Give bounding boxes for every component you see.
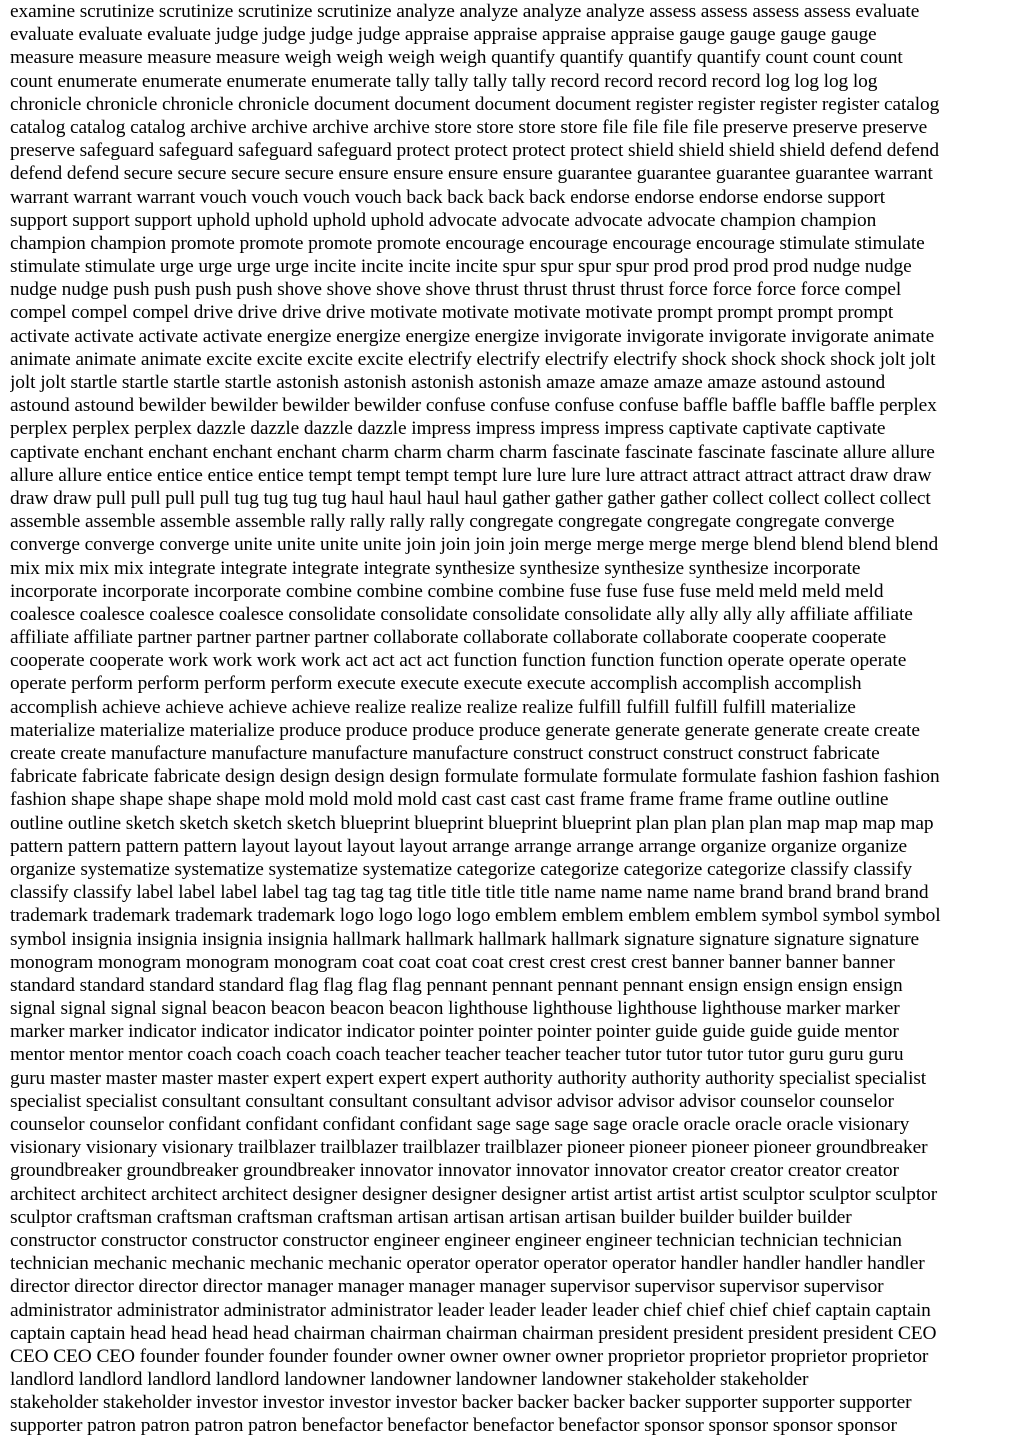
text-line: counselor counselor confidant confidant confidant confidant sage sage sage sage oracle oracle oracle oracle visionary xyxy=(10,1114,910,1135)
text-line: architect architect architect architect designer designer designer designer artist artist artist artist sculptor sculptor sculptor xyxy=(10,1183,938,1205)
text-line: outline outline sketch sketch sketch sketch blueprint blueprint blueprint blueprint plan plan plan plan map map map map xyxy=(10,812,934,834)
text-line: classify classify label label label label tag tag tag tag title title title title name name name name brand brand brand brand xyxy=(10,882,929,904)
text-line: champion champion promote promote promote promote encourage encourage encourage encourage stimulate stimulate xyxy=(10,232,925,254)
text-line: sculptor craftsman craftsman craftsman craftsman artisan artisan artisan artisan builder builder builder builder xyxy=(10,1206,852,1228)
text-line: monogram monogram monogram monogram coat coat coat coat crest crest crest crest banner banner banner banner xyxy=(10,951,895,973)
text-line: cooperate cooperate work work work work act act act act function function function function operate operate operate xyxy=(10,650,907,672)
text-line: constructor constructor constructor constructor engineer engineer engineer engineer technician technician technician xyxy=(10,1229,902,1251)
text-line: fabricate fabricate fabricate design design design design formulate formulate formulate formulate fashion fashion fashion xyxy=(10,766,940,788)
text-line: draw draw pull pull pull pull tug tug tug tug haul haul haul haul gather gather gather gather collect collect collect collect xyxy=(10,487,931,509)
text-line: administrator administrator administrator administrator leader leader leader leader chief chief chief chief captain captain xyxy=(10,1299,931,1321)
text-line: nudge nudge push push push push shove shove shove shove thrust thrust thrust thrust force force force force compel xyxy=(10,279,902,301)
text-line: compel compel compel drive drive drive drive motivate motivate motivate motivate prompt prompt prompt prompt xyxy=(10,302,894,324)
text-line: standard standard standard standard flag flag flag flag pennant pennant pennant pennant ensign ensign ensign ensign xyxy=(10,974,903,996)
text-line: fashion shape shape shape shape mold mold mold mold cast cast cast cast frame frame frame frame outline outline xyxy=(10,789,889,811)
text-line: landlord landlord landlord landlord landowner landowner landowner landowner stakeholder stakeholder xyxy=(10,1369,809,1391)
text-line: trademark trademark trademark trademark logo logo logo logo emblem emblem emblem emblem symbol symbol symbol xyxy=(10,905,941,927)
text-line: incorporate incorporate incorporate combine combine combine combine fuse fuse fuse fuse meld meld meld meld xyxy=(10,580,884,602)
text-line: animate animate animate excite excite excite excite electrify electrify electrify electrify shock shock shock shock jolt jolt xyxy=(10,348,936,370)
text-line: measure measure measure measure weigh weigh weigh weigh quantify quantify quantify quantify count count count xyxy=(10,47,903,69)
text-line: specialist specialist consultant consultant consultant consultant advisor advisor advisor advisor counselor counselor xyxy=(10,1090,894,1112)
text-line: operate perform perform perform perform execute execute execute execute accomplish accomplish accomplish xyxy=(10,673,862,695)
text-line: perplex perplex perplex dazzle dazzle dazzle dazzle impress impress impress impress captivate captivate captivate xyxy=(10,418,886,440)
text-line: guru master master master master expert expert expert expert authority authority authority authority specialist specialist xyxy=(10,1067,927,1089)
text-line: chronicle chronicle chronicle chronicle document document document document register register register register catalog xyxy=(10,93,940,115)
text-line: allure allure entice entice entice entice tempt tempt tempt tempt lure lure lure lure attract attract attract attract draw draw xyxy=(10,464,932,486)
text-line: accomplish achieve achieve achieve achieve realize realize realize realize fulfill fulfill fulfill fulfill materialize xyxy=(10,696,856,718)
text-line: catalog catalog catalog archive archive archive archive store store store store file file file file preserve preserve preserve xyxy=(10,116,928,138)
text-line: mentor mentor mentor coach coach coach coach teacher teacher teacher teacher tutor tutor tutor tutor guru guru guru xyxy=(10,1044,904,1066)
text-line: warrant warrant warrant vouch vouch vouch vouch back back back back endorse endorse endorse endorse support xyxy=(10,186,886,208)
text-line: astound astound bewilder bewilder bewilder bewilder confuse confuse confuse confuse baffle baffle baffle baffle perplex xyxy=(10,395,937,417)
text-line: converge converge converge unite unite unite unite join join join join merge merge merge merge blend blend blend blend xyxy=(10,534,939,556)
text-line: visionary visionary visionary trailblazer trailblazer trailblazer trailblazer pioneer pioneer pioneer pioneer groundbreaker xyxy=(10,1137,928,1159)
text-line: mix mix mix mix integrate integrate integrate integrate synthesize synthesize synthesize synthesize incorporate xyxy=(10,557,861,579)
text-line: affiliate affiliate partner partner partner partner collaborate collaborate collaborate collaborate cooperate cooperate xyxy=(10,627,887,649)
text-line: stimulate stimulate urge urge urge urge incite incite incite incite spur spur spur spur prod prod prod prod nudge nudge xyxy=(10,256,912,278)
text-line: activate activate activate activate energize energize energize energize invigorate invigorate invigorate invigorate animate xyxy=(10,325,935,347)
text-line: CEO CEO CEO founder founder founder founder owner owner owner owner proprietor proprietor proprietor proprietor xyxy=(10,1345,929,1367)
text-line: support support support uphold uphold uphold uphold advocate advocate advocate advocate champion champion xyxy=(10,209,877,231)
text-line: count enumerate enumerate enumerate enumerate tally tally tally tally record record record record log log log log xyxy=(10,70,878,92)
text-line: examine scrutinize scrutinize scrutinize scrutinize analyze analyze analyze analyze assess assess assess assess evaluate xyxy=(10,1,920,22)
text-line: captivate enchant enchant enchant enchant charm charm charm charm fascinate fascinate fascinate fascinate allure allure xyxy=(10,441,935,463)
text-line: director director director director manager manager manager manager supervisor supervisor supervisor supervisor xyxy=(10,1276,884,1298)
text-line: pattern pattern pattern pattern layout layout layout layout arrange arrange arrange arrange organize organize organize xyxy=(10,835,907,857)
text-line: stakeholder stakeholder investor investor investor investor backer backer backer backer supporter supporter supporter xyxy=(10,1392,912,1414)
text-line: create create manufacture manufacture manufacture manufacture construct construct construct construct fabricate xyxy=(10,743,880,764)
text-line: captain captain head head head head chairman chairman chairman chairman president president president president CEO xyxy=(10,1322,937,1344)
text-line: jolt jolt startle startle startle startle astonish astonish astonish astonish amaze amaze amaze amaze astound astound xyxy=(10,372,886,393)
text-line: organize systematize systematize systematize systematize categorize categorize categorize categorize classify classify xyxy=(10,858,912,880)
text-line: signal signal signal signal beacon beacon beacon beacon lighthouse lighthouse lighthouse lighthouse marker marker xyxy=(10,998,900,1020)
text-line: coalesce coalesce coalesce coalesce consolidate consolidate consolidate consolidate ally ally ally ally affiliate affiliate xyxy=(10,603,913,625)
text-line: materialize materialize materialize produce produce produce produce generate generate generate generate create create xyxy=(10,719,920,741)
text-line: defend defend secure secure secure secure ensure ensure ensure ensure guarantee guarantee guarantee guarantee warrant xyxy=(10,163,933,185)
text-line: groundbreaker groundbreaker groundbreaker innovator innovator innovator innovator creator creator creator creator xyxy=(10,1160,899,1182)
text-line: preserve safeguard safeguard safeguard safeguard protect protect protect protect shield shield shield shield defend defend xyxy=(10,140,939,162)
text-line: assemble assemble assemble assemble rally rally rally rally congregate congregate congregate congregate converge xyxy=(10,511,895,533)
text-line: evaluate evaluate evaluate judge judge judge judge appraise appraise appraise appraise gauge gauge gauge gauge xyxy=(10,24,877,46)
text-line: marker marker indicator indicator indicator indicator pointer pointer pointer pointer guide guide guide guide mentor xyxy=(10,1021,899,1043)
text-line: symbol insignia insignia insignia insignia hallmark hallmark hallmark hallmark signature signature signature signature xyxy=(10,928,920,950)
text-line: technician mechanic mechanic mechanic mechanic operator operator operator operator handler handler handler handler xyxy=(10,1253,925,1275)
text-line: supporter patron patron patron patron benefactor benefactor benefactor benefactor sponsor sponsor sponsor sponsor xyxy=(10,1415,897,1437)
